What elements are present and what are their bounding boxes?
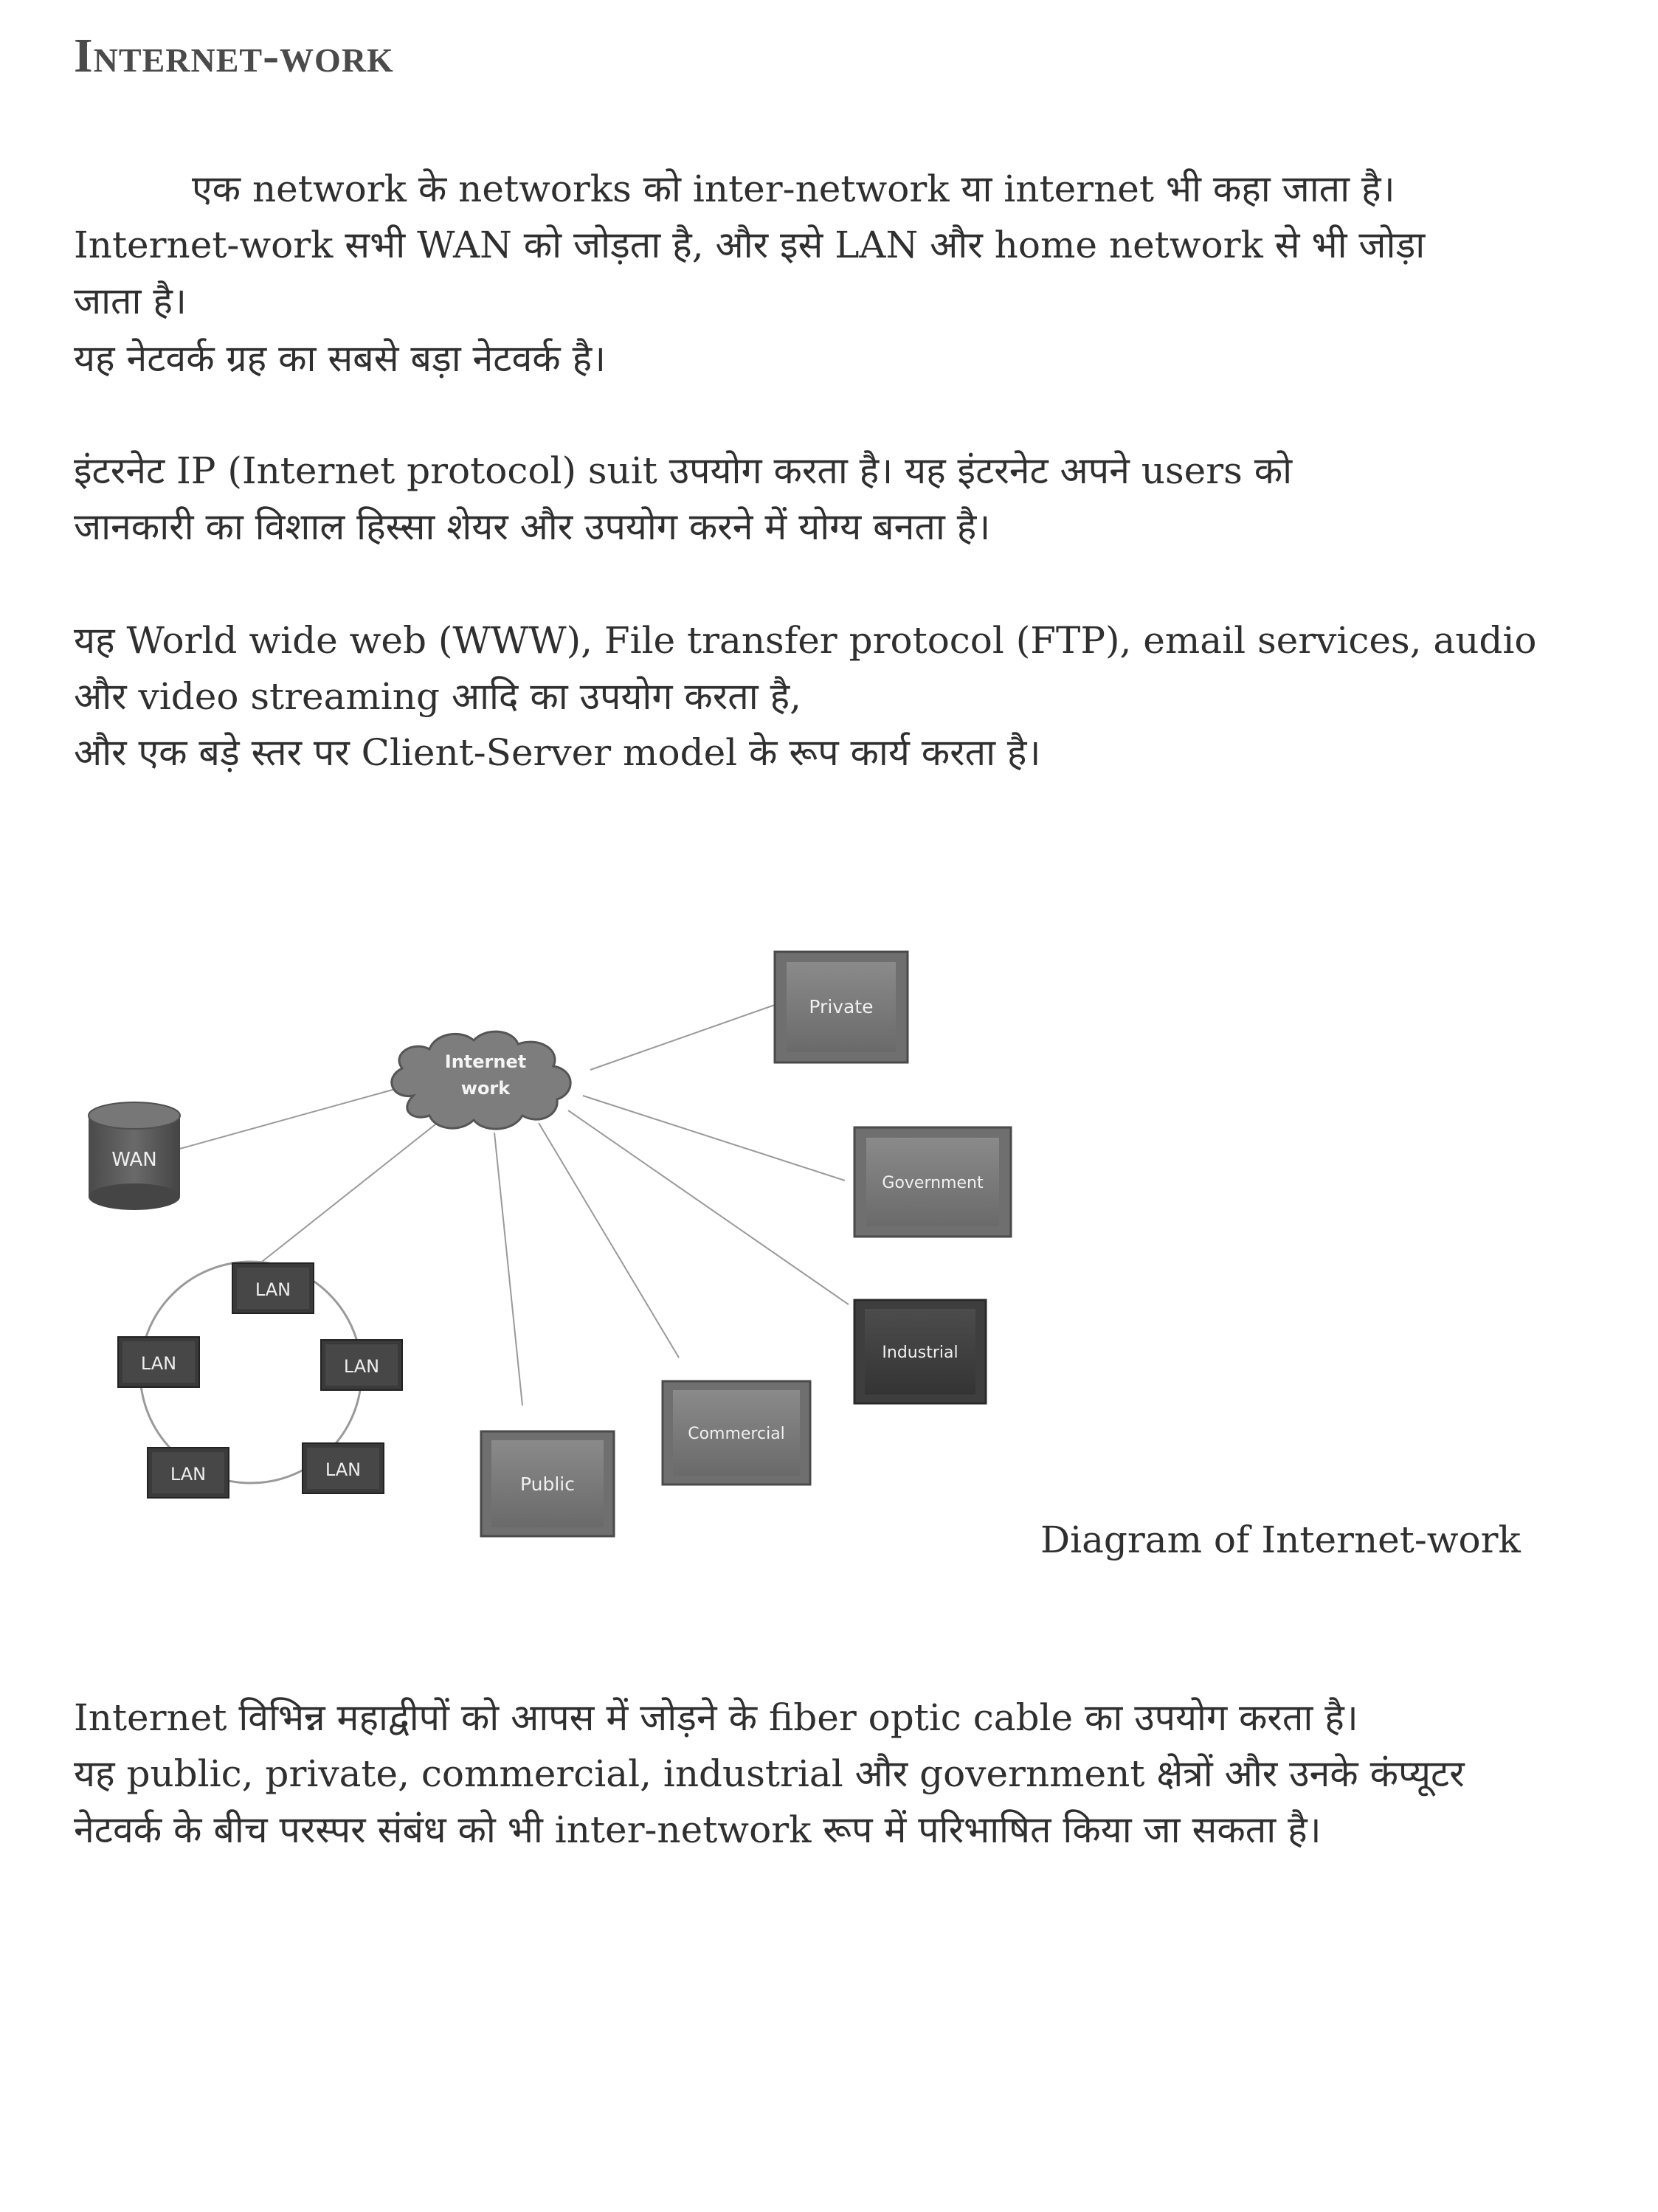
lan-node-bottom-left (148, 1448, 229, 1498)
lan-node-top (232, 1263, 314, 1313)
node-label: Industrial (882, 1344, 958, 1362)
node-label: Public (520, 1473, 575, 1495)
lan-label: LAN (343, 1356, 380, 1377)
wan-database-icon (89, 1102, 180, 1210)
cloud-label: Internet (444, 1051, 527, 1072)
paragraph-line: और एक बड़े स्तर पर Client-Server model के रूप कार्य करता है। (74, 731, 1041, 774)
paragraph-line: यह public, private, commercial, industrial और government क्षेत्रों और उनके कंप्यूटर (74, 1752, 1465, 1795)
link-industrial (568, 1110, 849, 1304)
paragraph-line: नेटवर्क के बीच परस्पर संबंध को भी inter-network रूप में परिभाषित किया जा सकता है। (74, 1808, 1322, 1851)
paragraph-line: Internet-work सभी WAN को जोड़ता है, और इसे LAN और home network से भी जोड़ा (74, 224, 1426, 266)
node-government (854, 1127, 1011, 1237)
paragraph-line: Internet विभिन्न महाद्वीपों को आपस में जोड़ने के fiber optic cable का उपयोग करता है। (74, 1696, 1358, 1739)
wan-label: WAN (111, 1149, 157, 1171)
paragraph-largest-network (74, 331, 1572, 387)
paragraph-line: जानकारी का विशाल हिस्सा शेयर और उपयोग करने में योग्य बनता है। (74, 505, 991, 548)
paragraph-line: इंटरनेट IP (Internet protocol) suit उपयोग करता है। यह इंटरनेट अपने users को (74, 449, 1293, 492)
paragraph-line: यह World wide web (WWW), File transfer protocol (FTP), email services, audio (74, 619, 1537, 662)
page-heading: Internet-work (74, 29, 394, 83)
link-lan-ring (262, 1121, 439, 1262)
link-wan (177, 1086, 406, 1150)
node-commercial (663, 1381, 810, 1485)
node-label: Private (809, 996, 874, 1017)
paragraph-line: जाता है। (74, 280, 187, 322)
node-private (775, 952, 908, 1062)
paragraph-intro (74, 161, 1572, 329)
paragraph-line: एक network के networks को inter-network या internet भी कहा जाता है। (192, 167, 1395, 210)
paragraph-services (74, 612, 1572, 781)
paragraph-ip-protocol (74, 443, 1572, 555)
lan-label: LAN (170, 1464, 207, 1485)
paragraph-fiber-optic (74, 1690, 1572, 1858)
link-public (494, 1133, 522, 1406)
paragraph-line: और video streaming आदि का उपयोग करता है, (74, 675, 802, 718)
diagram-caption: Diagram of Internet-work (1040, 1518, 1521, 1561)
lan-node-left (118, 1337, 199, 1387)
node-label: Commercial (688, 1425, 785, 1443)
node-label: Government (882, 1174, 984, 1192)
lan-node-bottom-right (303, 1443, 384, 1493)
lan-label: LAN (255, 1279, 291, 1300)
internet-work-diagram (66, 922, 1040, 1557)
link-government (583, 1096, 845, 1181)
node-industrial (854, 1300, 986, 1403)
cloud-label: work (460, 1078, 511, 1099)
lan-label: LAN (325, 1459, 362, 1480)
cloud-icon (392, 1031, 570, 1129)
node-public (481, 1431, 614, 1536)
paragraph-line: यह नेटवर्क ग्रह का सबसे बड़ा नेटवर्क है। (74, 337, 607, 380)
link-commercial (539, 1123, 679, 1358)
lan-label: LAN (140, 1353, 177, 1374)
link-private (590, 1005, 775, 1070)
lan-node-right (321, 1340, 402, 1390)
